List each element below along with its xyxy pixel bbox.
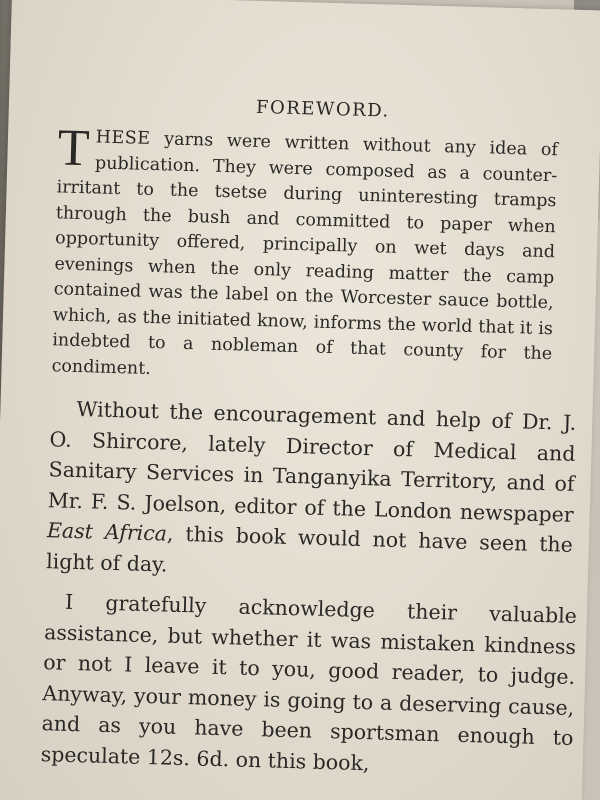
drop-cap: T bbox=[56, 119, 91, 178]
paragraph-1 bbox=[51, 119, 559, 393]
newspaper-title: East Africa bbox=[46, 518, 168, 546]
page-title: FOREWORD. bbox=[255, 96, 391, 122]
paragraph-3-text: I gratefully acknowledge their valuable assistance, but whether it was mistaken kindness or not I leave it to you, good reader, to judge. Anyway, your money is going to a deserving cause, and as you have been sportsman enough to speculate 12s. 6d. on this book, bbox=[40, 589, 578, 775]
paragraph-2 bbox=[46, 393, 577, 591]
paragraph-2-text-end: , this book would not have seen the light of day. bbox=[45, 521, 574, 577]
paragraph-3 bbox=[40, 586, 577, 784]
lead-word: HESE bbox=[95, 127, 151, 149]
page-content bbox=[40, 91, 599, 784]
paragraph-2-text-start: Without the encouragement and help of Dr. J. O. Shircore, lately Director of Medical and Sanitary Services in Tanganyika Territory, and of Mr. F. S. Joelson, editor of the London newspaper bbox=[47, 396, 577, 527]
paragraph-1-text: yarns were written without any idea of publication. They were composed as a counter-irritant to the tsetse during uninteresting tramps through the bush and committed to paper when opportunity offered, principally on wet days and evenings when the only reading matter the camp contained was the label on the Worcester sauce bottle, which, as the initiated know, informs the world that it is indebted to a nobleman of that county for the condiment. bbox=[51, 128, 559, 379]
